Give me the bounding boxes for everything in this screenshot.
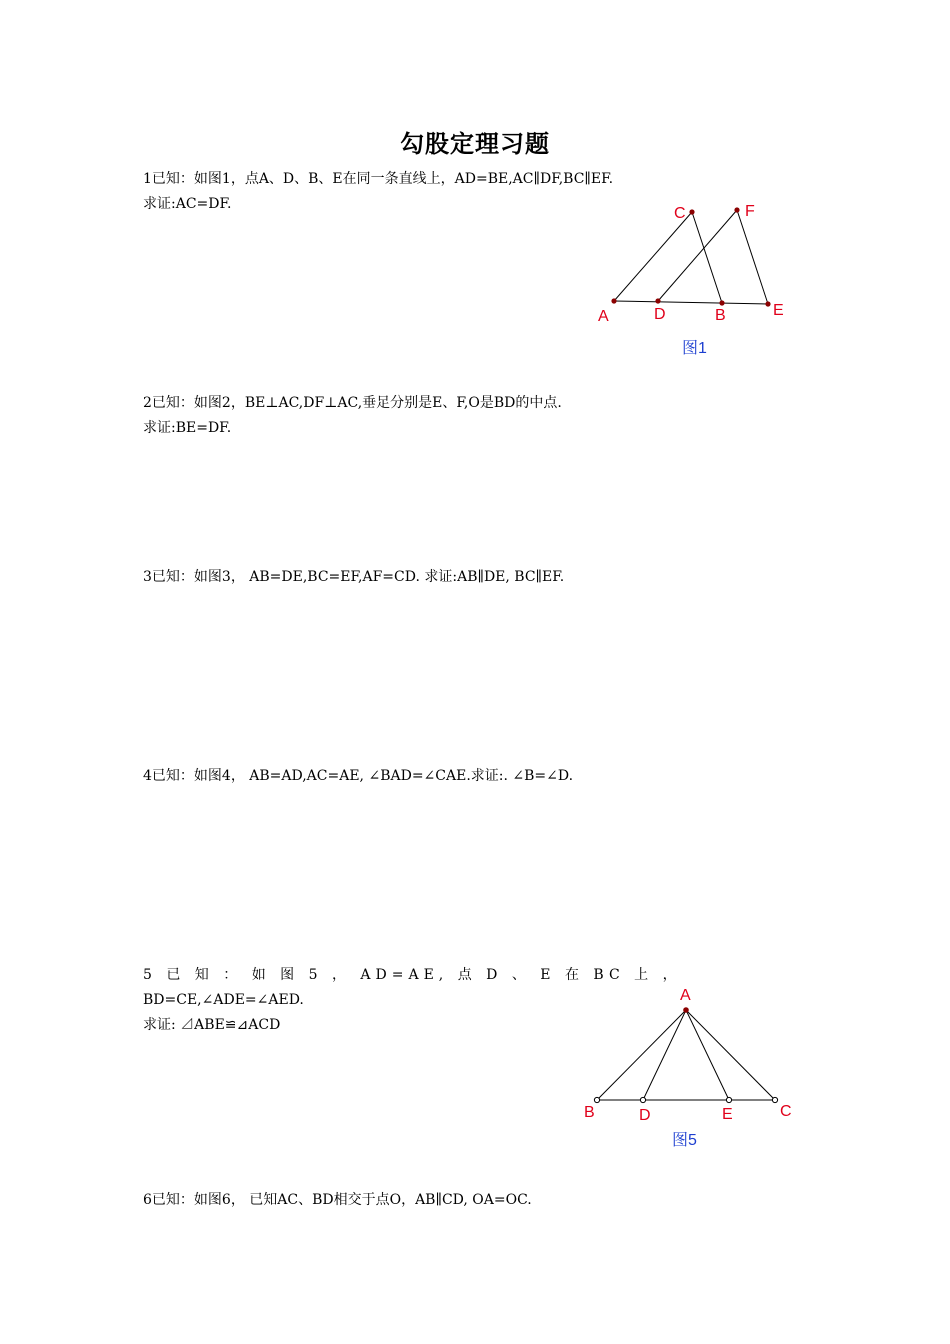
point-e: [726, 1097, 731, 1102]
figure-5-caption: 图5: [672, 1132, 697, 1149]
point-d: [655, 298, 660, 303]
point-b: [594, 1097, 599, 1102]
figure-1-caption: 图1: [682, 340, 707, 357]
label-b: B: [584, 1104, 595, 1121]
point-c: [772, 1097, 777, 1102]
problem-1-prove: 求证:AC=DF.: [143, 196, 232, 212]
problem-3-given: 3已知：如图3， AB=DE,BC=EF,AF=CD. 求证:AB∥DE, BC∥EF.: [143, 569, 565, 585]
problem-1-given: 1已知：如图1，点A、D、B、E在同一条直线上，AD=BE,AC∥DF,BC∥EF.: [143, 171, 614, 187]
label-d: D: [654, 306, 666, 323]
point-a: [683, 1007, 689, 1013]
segment-ad: [643, 1010, 686, 1100]
label-d: D: [639, 1107, 651, 1124]
segment-fe: [737, 210, 768, 304]
label-c: C: [780, 1103, 792, 1120]
label-a: A: [680, 987, 691, 1004]
problem-2-prove: 求证:BE=DF.: [143, 420, 232, 436]
label-a: A: [598, 308, 609, 325]
segment-cb: [692, 212, 722, 303]
problem-6-given: 6已知：如图6， 已知AC、BD相交于点O，AB∥CD, OA=OC.: [143, 1192, 532, 1208]
segment-df: [658, 210, 737, 301]
segment-ab: [597, 1010, 686, 1100]
label-c: C: [674, 205, 686, 222]
problem-4-given: 4已知：如图4， AB=AD,AC=AE, ∠BAD=∠CAE.求证:. ∠B=∠D.: [143, 768, 574, 784]
segment-ac: [614, 212, 692, 301]
label-f: F: [745, 203, 755, 220]
segment-ac: [686, 1010, 775, 1100]
page-title: 勾股定理习题: [400, 130, 550, 158]
label-e: E: [773, 302, 784, 319]
point-d: [640, 1097, 645, 1102]
point-c: [689, 209, 694, 214]
label-e: E: [722, 1106, 733, 1123]
segment-ae: [614, 301, 768, 304]
point-b: [719, 300, 724, 305]
segment-ae: [686, 1010, 729, 1100]
problem-5-given-line1: 5 已 知 ： 如 图 5 ， AD=AE, 点 D 、 E 在 BC 上 ，: [143, 967, 682, 983]
problem-5-prove: 求证: ⊿ABE≌⊿ACD: [143, 1017, 281, 1033]
figure-5: [575, 980, 805, 1155]
figure-1: [580, 195, 810, 365]
point-e: [765, 301, 770, 306]
problem-5-given-line2: BD=CE,∠ADE=∠AED.: [143, 992, 304, 1008]
point-f: [734, 207, 739, 212]
point-a: [611, 298, 616, 303]
problem-2-given: 2已知：如图2，BE⊥AC,DF⊥AC,垂足分别是E、F,O是BD的中点.: [143, 395, 562, 411]
label-b: B: [715, 307, 726, 324]
